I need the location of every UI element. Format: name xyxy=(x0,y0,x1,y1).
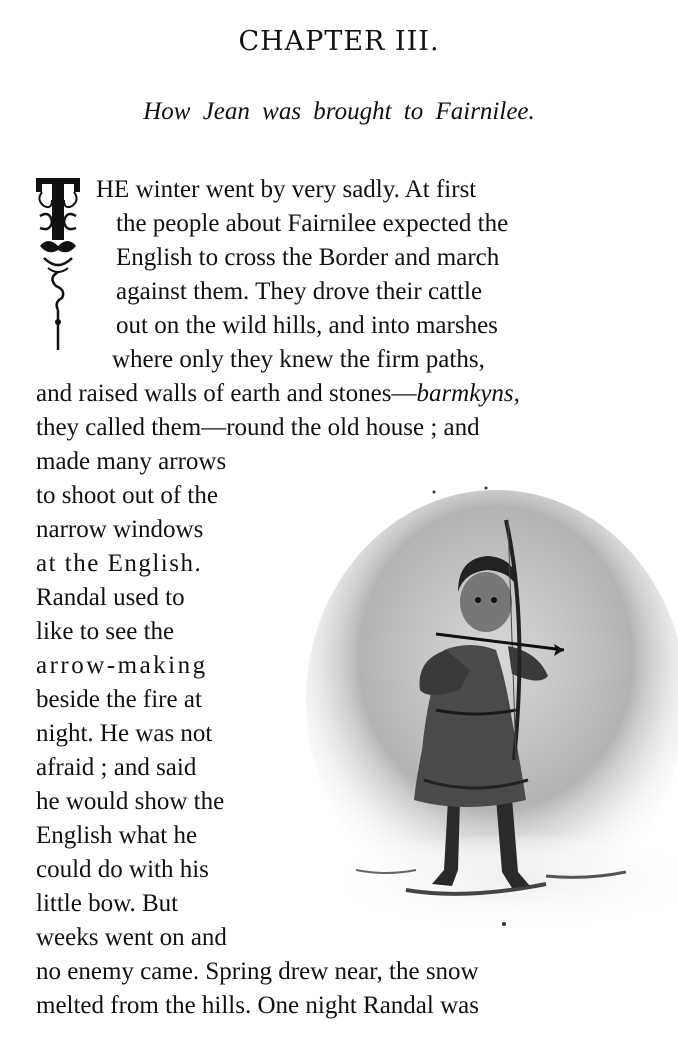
text-line: weeks went on and xyxy=(36,924,227,951)
text-line: they called them—round the old house ; and xyxy=(36,414,480,441)
text-line: against them. They drove their cattle xyxy=(116,278,483,305)
text-line: beside the fire at xyxy=(36,686,202,713)
text-line: out on the wild hills, and into marshes xyxy=(116,312,498,339)
text-line: HE winter went by very sadly. At first xyxy=(96,176,477,203)
chapter-heading: CHAPTER III. xyxy=(238,26,440,57)
text-segment: and raised walls of earth and stones— xyxy=(36,380,417,407)
text-line: melted from the hills. One night Randal was xyxy=(36,992,479,1019)
text-line: night. He was not xyxy=(36,720,213,747)
text-line: Randal used to xyxy=(36,584,185,611)
text-line: English to cross the Border and march xyxy=(116,244,500,271)
italic-term: barmkyns, xyxy=(416,380,520,407)
text-line: arrow-making xyxy=(36,652,208,679)
text-line: at the English. xyxy=(36,550,203,577)
text-line: little bow. But xyxy=(36,890,179,917)
dropcap-ornament-icon xyxy=(34,176,82,352)
text-line xyxy=(36,377,520,411)
svg-text:T: T xyxy=(34,176,35,177)
text-line: made many arrows xyxy=(36,448,227,475)
chapter-subtitle: How Jean was brought to Fairnilee. xyxy=(143,98,535,125)
text-line: he would show the xyxy=(36,788,225,815)
text-line: where only they knew the firm paths, xyxy=(112,346,485,373)
text-line: could do with his xyxy=(36,856,209,883)
text-line: the people about Fairnilee expected the xyxy=(116,210,509,237)
text-line: afraid ; and said xyxy=(36,754,197,781)
boy-with-bow-illustration xyxy=(296,480,678,932)
text-line: no enemy came. Spring drew near, the snow xyxy=(36,958,479,985)
text-line: like to see the xyxy=(36,618,175,645)
text-line: to shoot out of the xyxy=(36,482,218,509)
text-line: narrow windows xyxy=(36,516,204,543)
text-line: English what he xyxy=(36,822,198,849)
